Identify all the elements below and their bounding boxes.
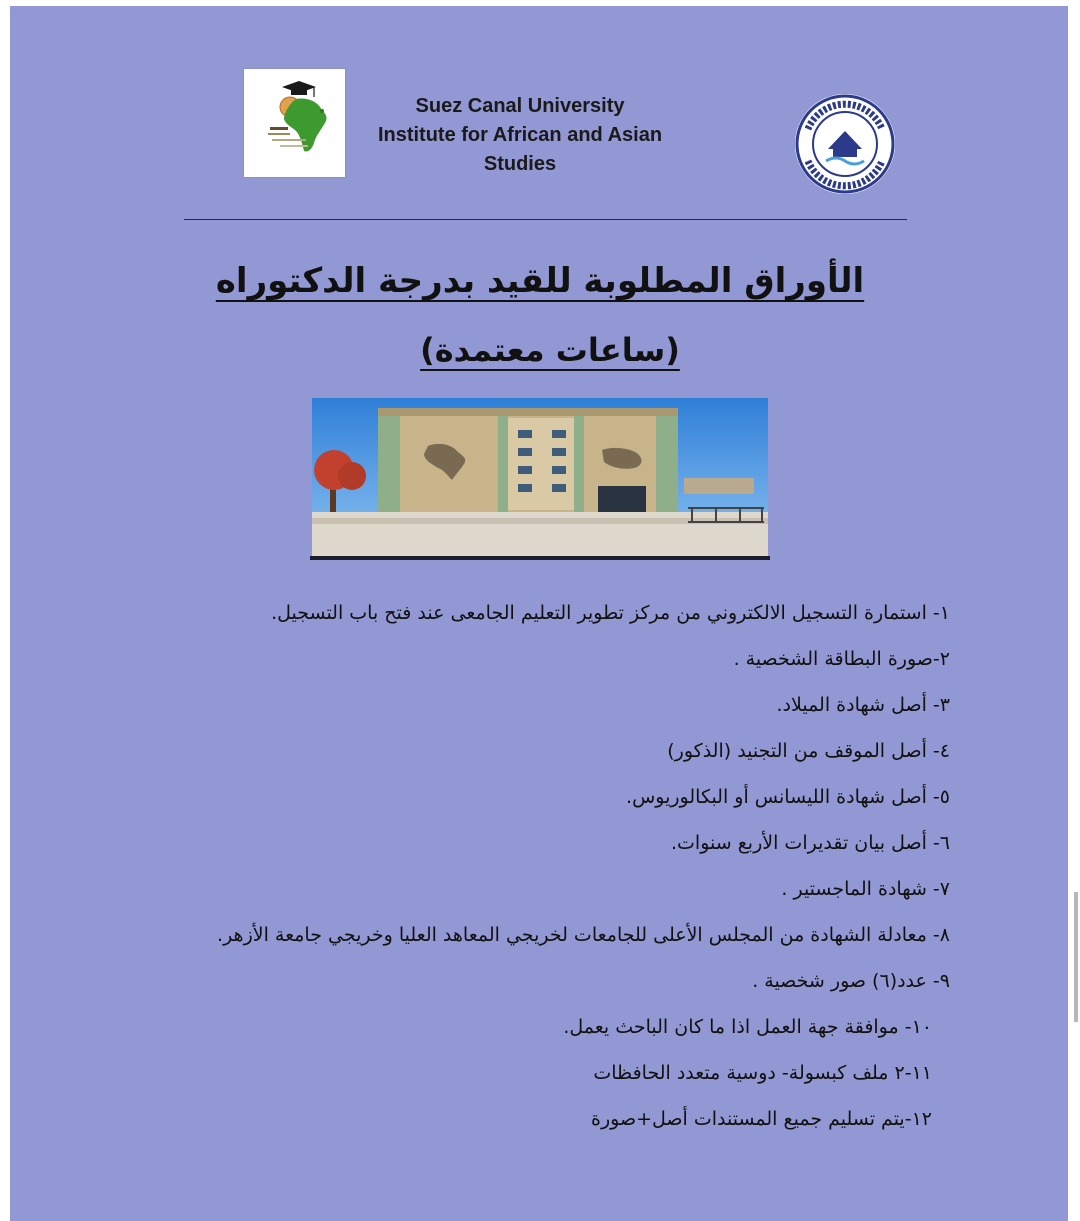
requirement-item: ٦- أصل بيان تقديرات الأربع سنوات. <box>670 832 950 854</box>
requirement-item: ٥- أصل شهادة الليسانس أو البكالوريوس. <box>626 786 950 808</box>
institute-name-line1: Institute for African and Asian <box>377 124 663 146</box>
requirement-item: ٧- شهادة الماجستير . <box>781 878 950 900</box>
institute-name-line2: Studies <box>483 153 557 175</box>
university-name: Suez Canal University <box>415 95 625 117</box>
requirement-item: ٨- معادلة الشهادة من المجلس الأعلى للجامعات لخريجي المعاهد العليا وخريجي جامعة الأزهر. <box>217 924 950 946</box>
requirements-list <box>170 590 950 1142</box>
document-title <box>160 261 920 301</box>
requirement-item: ١- استمارة التسجيل الالكتروني من مركز تطوير التعليم الجامعى عند فتح باب التسجيل. <box>271 602 950 624</box>
window-edge <box>1068 0 1080 1221</box>
requirement-item: ١١-٢ ملف كبسولة- دوسية متعدد الحافظات <box>593 1062 932 1084</box>
document-page <box>10 6 1068 1221</box>
institute-building-photo <box>312 398 768 556</box>
requirement-item: ٣- أصل شهادة الميلاد. <box>776 694 950 716</box>
university-seal-icon <box>792 91 898 197</box>
photo-divider <box>310 556 770 560</box>
subtitle-text: (ساعات معتمدة) <box>420 331 680 369</box>
institute-logo-icon <box>244 69 345 177</box>
institution-header <box>350 92 690 179</box>
requirement-item: ٤- أصل الموقف من التجنيد (الذكور) <box>667 740 950 762</box>
document-subtitle <box>260 331 840 369</box>
requirement-item: ١٢-يتم تسليم جميع المستندات أصل+صورة <box>591 1108 932 1130</box>
header-divider <box>184 219 907 220</box>
requirement-item: ٢-صورة البطاقة الشخصية . <box>733 648 950 670</box>
requirement-item: ٩- عدد(٦) صور شخصية . <box>752 970 950 992</box>
scrollbar-thumb[interactable] <box>1074 892 1078 1022</box>
title-text: الأوراق المطلوبة للقيد بدرجة الدكتوراه <box>215 261 865 301</box>
requirement-item: ١٠- موافقة جهة العمل اذا ما كان الباحث يعمل. <box>563 1016 932 1038</box>
